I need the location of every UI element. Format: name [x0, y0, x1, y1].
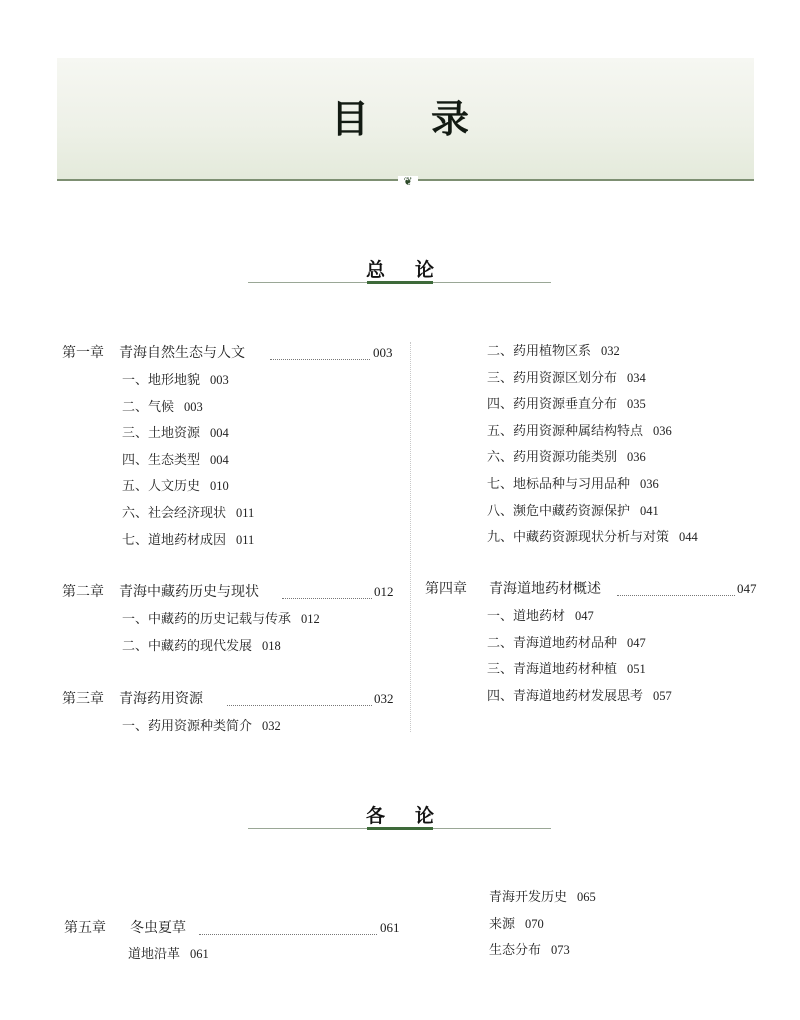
section-heading-specific: 各论 [365, 805, 464, 827]
chapter-number: 第二章 [62, 584, 104, 600]
page-title: 目录 [330, 96, 531, 141]
toc-entry[interactable] [487, 633, 646, 654]
toc-entry[interactable] [122, 530, 254, 551]
toc-entry[interactable] [122, 716, 281, 737]
chapter-page: 003 [373, 345, 393, 360]
toc-entry-label: 七、地标品种与习用品种 [487, 477, 631, 492]
toc-entry-page: 011 [236, 532, 255, 547]
toc-entry[interactable] [487, 368, 646, 389]
toc-entry[interactable] [487, 606, 594, 627]
toc-entry-page: 034 [627, 370, 646, 385]
toc-entry-label: 七、道地药材成因 [122, 532, 227, 548]
toc-entry-label: 二、气候 [122, 399, 175, 415]
toc-entry-page: 061 [190, 947, 209, 961]
toc-entry[interactable] [489, 914, 544, 935]
toc-entry-label: 青海开发历史 [489, 890, 568, 905]
toc-chapter-2[interactable] [62, 581, 398, 603]
toc-entry-label: 三、药用资源区划分布 [487, 370, 618, 386]
toc-entry[interactable] [122, 423, 229, 444]
toc-chapter-5[interactable] [64, 917, 404, 939]
chapter-title: 青海药用资源 [119, 691, 203, 707]
toc-entry[interactable] [487, 341, 620, 362]
toc-entry-label: 九、中藏药资源现状分析与对策 [487, 530, 670, 546]
toc-entry-label: 一、地形地貌 [122, 373, 201, 388]
dot-leader [617, 595, 735, 596]
toc-entry[interactable] [128, 944, 209, 965]
toc-entry-label: 五、药用资源种属结构特点 [487, 423, 644, 439]
toc-entry-page: 041 [640, 503, 659, 518]
toc-entry-label: 一、道地药材 [487, 609, 566, 624]
chapter-page: 032 [374, 691, 394, 706]
chapter-number: 第五章 [64, 920, 106, 936]
toc-entry[interactable] [122, 370, 229, 391]
toc-chapter-1[interactable] [62, 342, 398, 364]
dot-leader [282, 598, 372, 599]
toc-entry[interactable] [122, 503, 254, 524]
chapter-number: 第三章 [62, 691, 104, 707]
toc-entry-page: 035 [627, 397, 646, 412]
column-divider [410, 342, 411, 732]
toc-entry-page: 044 [679, 530, 698, 545]
chapter-title: 冬虫夏草 [130, 920, 186, 936]
toc-entry-page: 004 [210, 452, 229, 467]
toc-entry-page: 012 [301, 612, 320, 626]
toc-entry-label: 来源 [489, 916, 516, 932]
toc-entry-page: 032 [262, 719, 281, 733]
toc-entry[interactable] [489, 940, 570, 961]
toc-entry-label: 四、生态类型 [122, 452, 201, 468]
dot-leader [199, 934, 377, 935]
toc-entry-page: 070 [525, 916, 544, 931]
toc-entry-page: 036 [627, 450, 646, 465]
toc-entry-page: 003 [184, 399, 203, 414]
toc-chapter-3[interactable] [62, 688, 398, 710]
toc-entry-page: 011 [236, 506, 255, 520]
toc-entry-label: 一、中藏药的历史记载与传承 [122, 612, 292, 627]
toc-entry-page: 003 [210, 373, 229, 387]
toc-entry-page: 057 [653, 688, 672, 703]
chapter-page: 061 [380, 920, 400, 935]
toc-entry-page: 036 [653, 423, 672, 438]
dot-leader [227, 705, 372, 706]
toc-entry[interactable] [487, 527, 698, 548]
toc-entry[interactable] [122, 609, 320, 630]
toc-entry-label: 四、药用资源垂直分布 [487, 397, 618, 413]
toc-entry-label: 三、青海道地药材种植 [487, 662, 618, 678]
chapter-page: 012 [374, 584, 394, 599]
toc-entry-label: 二、药用植物区系 [487, 344, 592, 359]
toc-entry[interactable] [487, 686, 672, 707]
toc-entry-page: 047 [575, 609, 594, 623]
toc-entry[interactable] [122, 636, 281, 657]
chapter-title: 青海道地药材概述 [489, 581, 601, 597]
toc-entry-label: 六、药用资源功能类别 [487, 450, 618, 466]
toc-entry-label: 三、土地资源 [122, 426, 201, 442]
toc-entry[interactable] [122, 450, 229, 471]
toc-entry[interactable] [487, 474, 659, 495]
chapter-title: 青海中藏药历史与现状 [119, 584, 259, 600]
toc-entry-label: 二、青海道地药材品种 [487, 635, 618, 651]
dot-leader [270, 359, 370, 360]
toc-entry[interactable] [487, 447, 646, 468]
toc-entry[interactable] [487, 659, 646, 680]
toc-chapter-4[interactable] [425, 578, 760, 600]
toc-entry-page: 004 [210, 426, 229, 441]
leaf-ornament-icon: ❦ [398, 176, 418, 188]
toc-entry[interactable] [122, 397, 203, 418]
toc-entry-label: 五、人文历史 [122, 479, 201, 495]
toc-entry-label: 生态分布 [489, 943, 542, 959]
chapter-number: 第四章 [425, 581, 467, 597]
toc-entry-label: 一、药用资源种类简介 [122, 719, 253, 734]
toc-entry-label: 四、青海道地药材发展思考 [487, 688, 644, 704]
chapter-page: 047 [737, 581, 757, 596]
section-heading-general: 总论 [365, 259, 464, 281]
toc-entry-label: 八、濒危中藏药资源保护 [487, 503, 631, 519]
toc-entry-label: 道地沿革 [128, 947, 181, 962]
toc-entry-page: 018 [262, 638, 281, 653]
toc-entry-page: 073 [551, 943, 570, 958]
toc-entry-page: 065 [577, 890, 596, 904]
toc-entry[interactable] [487, 421, 672, 442]
toc-entry[interactable] [487, 394, 646, 415]
toc-entry-label: 二、中藏药的现代发展 [122, 638, 253, 654]
toc-entry[interactable] [487, 501, 659, 522]
toc-entry-page: 032 [601, 344, 620, 358]
toc-entry-page: 036 [640, 477, 659, 491]
chapter-number: 第一章 [62, 345, 104, 361]
toc-entry-label: 六、社会经济现状 [122, 506, 227, 521]
chapter-title: 青海自然生态与人文 [119, 345, 245, 361]
toc-entry[interactable] [489, 887, 596, 908]
toc-entry-page: 010 [210, 479, 229, 494]
toc-entry-page: 051 [627, 662, 646, 677]
toc-entry[interactable] [122, 476, 229, 497]
toc-entry-page: 047 [627, 635, 646, 650]
